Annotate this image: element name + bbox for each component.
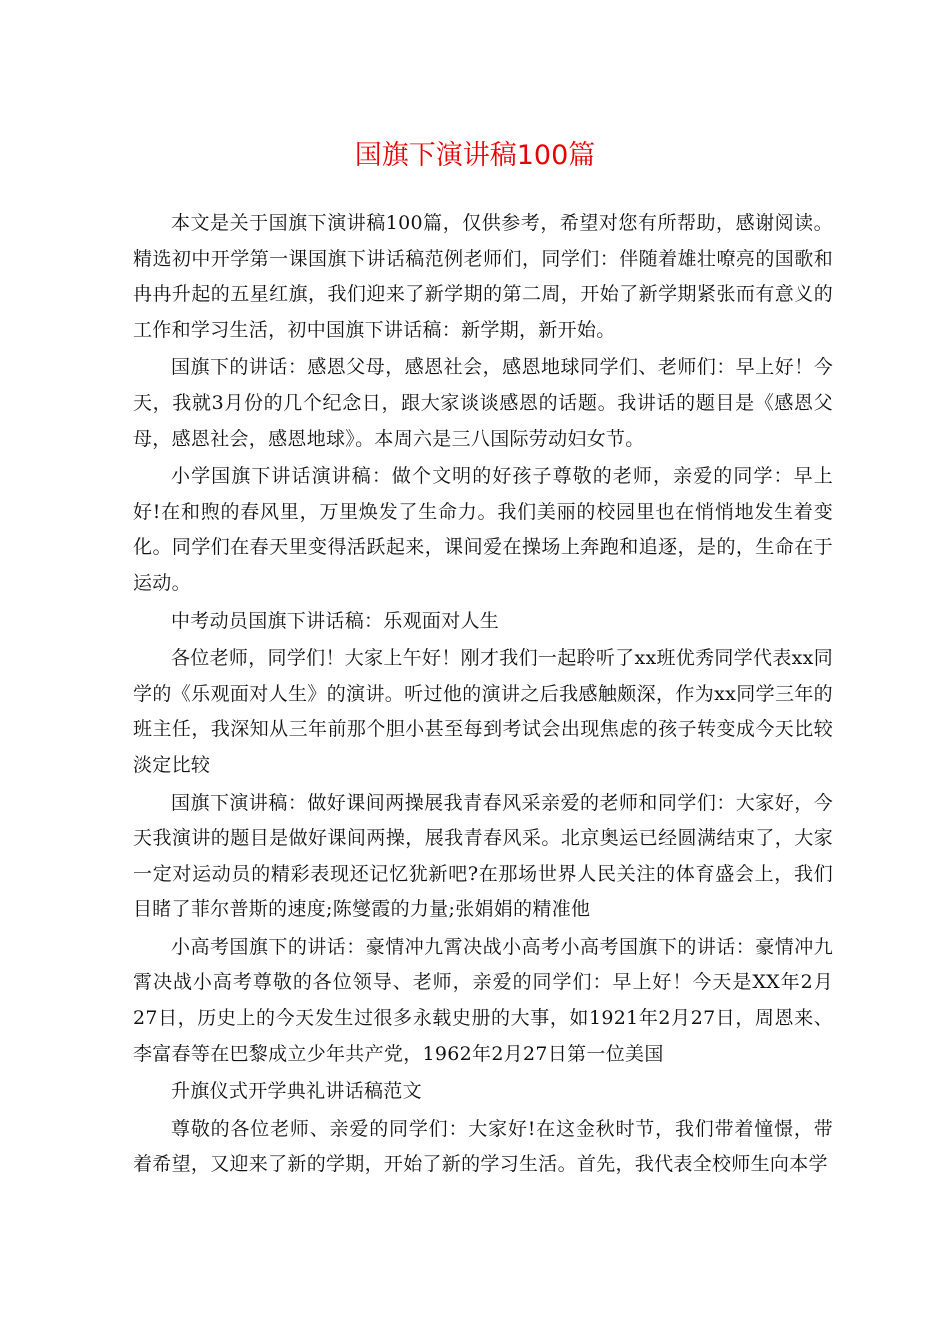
paragraph: 本文是关于国旗下演讲稿100篇，仅供参考，希望对您有所帮助，感谢阅读。精选初中开学第一课国旗下讲话稿范例老师们，同学们：伴随着雄壮嘹亮的国歌和冉冉升起的五星红旗，我们迎来了新学期的第二周，开始了新学期紧张而有意义的工作和学习生活，初中国旗下讲话稿：新学期，新开始。 xyxy=(133,212,833,341)
paragraph: 中考动员国旗下讲话稿：乐观面对人生 xyxy=(171,609,500,632)
paragraph: 国旗下演讲稿：做好课间两操展我青春风采亲爱的老师和同学们：大家好，今天我演讲的题目是做好课间两操，展我青春风采。北京奥运已经圆满结束了，大家一定对运动员的精彩表现还记忆犹新吧?在那场世界人民关注的体育盛会上，我们目睹了菲尔普斯的速度;陈燮霞的力量;张娟娟的精准他 xyxy=(133,791,833,921)
document-body xyxy=(133,206,833,1185)
paragraph: 小高考国旗下的讲话：豪情冲九霄决战小高考小高考国旗下的讲话：豪情冲九霄决战小高考尊敬的各位领导、老师，亲爱的同学们：早上好！今天是XX年2月27日，历史上的今天发生过很多永载史册的大事，如1921年2月27日，周恩来、李富春等在巴黎成立少年共产党，1962年2月27日第一位美国 xyxy=(133,935,833,1065)
document-title: 国旗下演讲稿100篇 xyxy=(354,140,596,171)
paragraph: 小学国旗下讲话演讲稿：做个文明的好孩子尊敬的老师，亲爱的同学：早上好!在和煦的春风里，万里焕发了生命力。我们美丽的校园里也在悄悄地发生着变化。同学们在春天里变得活跃起来，课间爱在操场上奔跑和追逐，是的，生命在于运动。 xyxy=(133,465,833,594)
paragraph: 国旗下的讲话：感恩父母，感恩社会，感恩地球同学们、老师们：早上好！今天，我就3月份的几个纪念日，跟大家谈谈感恩的话题。我讲话的题目是《感恩父母，感恩社会，感恩地球》。本周六是三八国际劳动妇女节。 xyxy=(133,356,833,450)
paragraph: 各位老师，同学们！大家上午好！刚才我们一起聆听了xx班优秀同学代表xx同学的《乐观面对人生》的演讲。听过他的演讲之后我感触颇深，作为xx同学三年的班主任，我深知从三年前那个胆小甚至每到考试会出现焦虑的孩子转变成今天比较淡定比较 xyxy=(133,647,833,776)
paragraph: 尊敬的各位老师、亲爱的同学们：大家好!在这金秋时节，我们带着憧憬，带着希望，又迎来了新的学期，开始了新的学习生活。首先，我代表全校师生向本学 xyxy=(133,1117,833,1176)
paragraph: 升旗仪式开学典礼讲话稿范文 xyxy=(171,1080,422,1103)
